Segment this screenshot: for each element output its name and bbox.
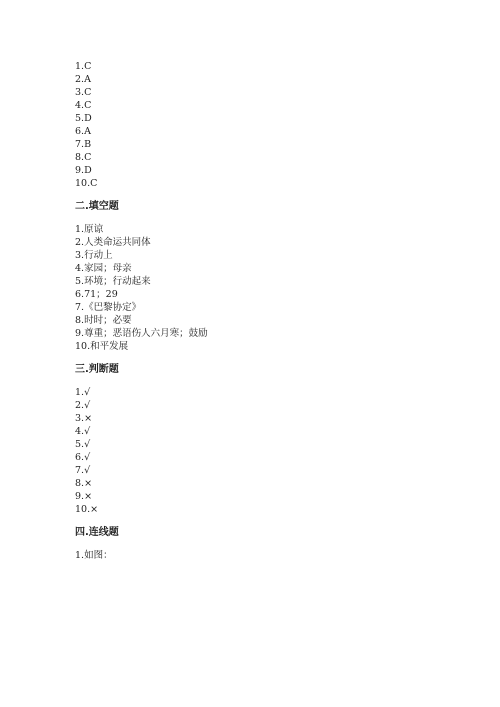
- choice-answer-8: 8.C: [75, 152, 92, 163]
- fill-answer-4: 4.家园；母亲: [75, 263, 132, 274]
- choice-answer-5: 5.D: [75, 113, 92, 124]
- judge-answer-list: [75, 386, 435, 516]
- judge-answer-5: 5.√: [75, 439, 91, 450]
- choice-answer-4: 4.C: [75, 100, 92, 111]
- fill-section-heading: 二.填空题: [75, 201, 119, 212]
- choice-answer-1: 1.C: [75, 61, 92, 72]
- choice-answer-6: 6.A: [75, 126, 91, 137]
- match-section-heading: 四.连线题: [75, 527, 119, 538]
- fill-answer-6: 6.71；29: [75, 289, 118, 300]
- fill-answer-8: 8.时时；必要: [75, 315, 132, 326]
- judge-answer-3: 3.×: [75, 413, 93, 424]
- judge-section-heading: 三.判断题: [75, 364, 119, 375]
- judge-answer-8: 8.×: [75, 478, 93, 489]
- match-answer-list: [75, 549, 435, 562]
- judge-answer-7: 7.√: [75, 465, 91, 476]
- choice-answer-3: 3.C: [75, 87, 92, 98]
- choice-answer-9: 9.D: [75, 165, 92, 176]
- fill-answer-list: [75, 223, 435, 353]
- choice-answer-list: [75, 60, 435, 190]
- judge-answer-4: 4.√: [75, 426, 91, 437]
- match-answer-1: 1.如图：: [75, 550, 113, 561]
- choice-answer-7: 7.B: [75, 139, 92, 150]
- fill-answer-1: 1.原谅: [75, 224, 104, 235]
- fill-answer-2: 2.人类命运共同体: [75, 237, 151, 248]
- fill-answer-5: 5.环境；行动起来: [75, 276, 151, 287]
- fill-answer-7: 7.《巴黎协定》: [75, 302, 142, 313]
- judge-answer-6: 6.√: [75, 452, 91, 463]
- answer-page: [75, 60, 435, 562]
- judge-answer-9: 9.×: [75, 491, 93, 502]
- judge-answer-2: 2.√: [75, 400, 91, 411]
- fill-answer-3: 3.行动上: [75, 250, 113, 261]
- fill-answer-10: 10.和平发展: [75, 341, 129, 352]
- judge-answer-10: 10.×: [75, 504, 99, 515]
- judge-answer-1: 1.√: [75, 387, 91, 398]
- fill-answer-9: 9.尊重；恶语伤人六月寒；鼓励: [75, 328, 208, 339]
- choice-answer-2: 2.A: [75, 74, 91, 85]
- choice-answer-10: 10.C: [75, 178, 98, 189]
